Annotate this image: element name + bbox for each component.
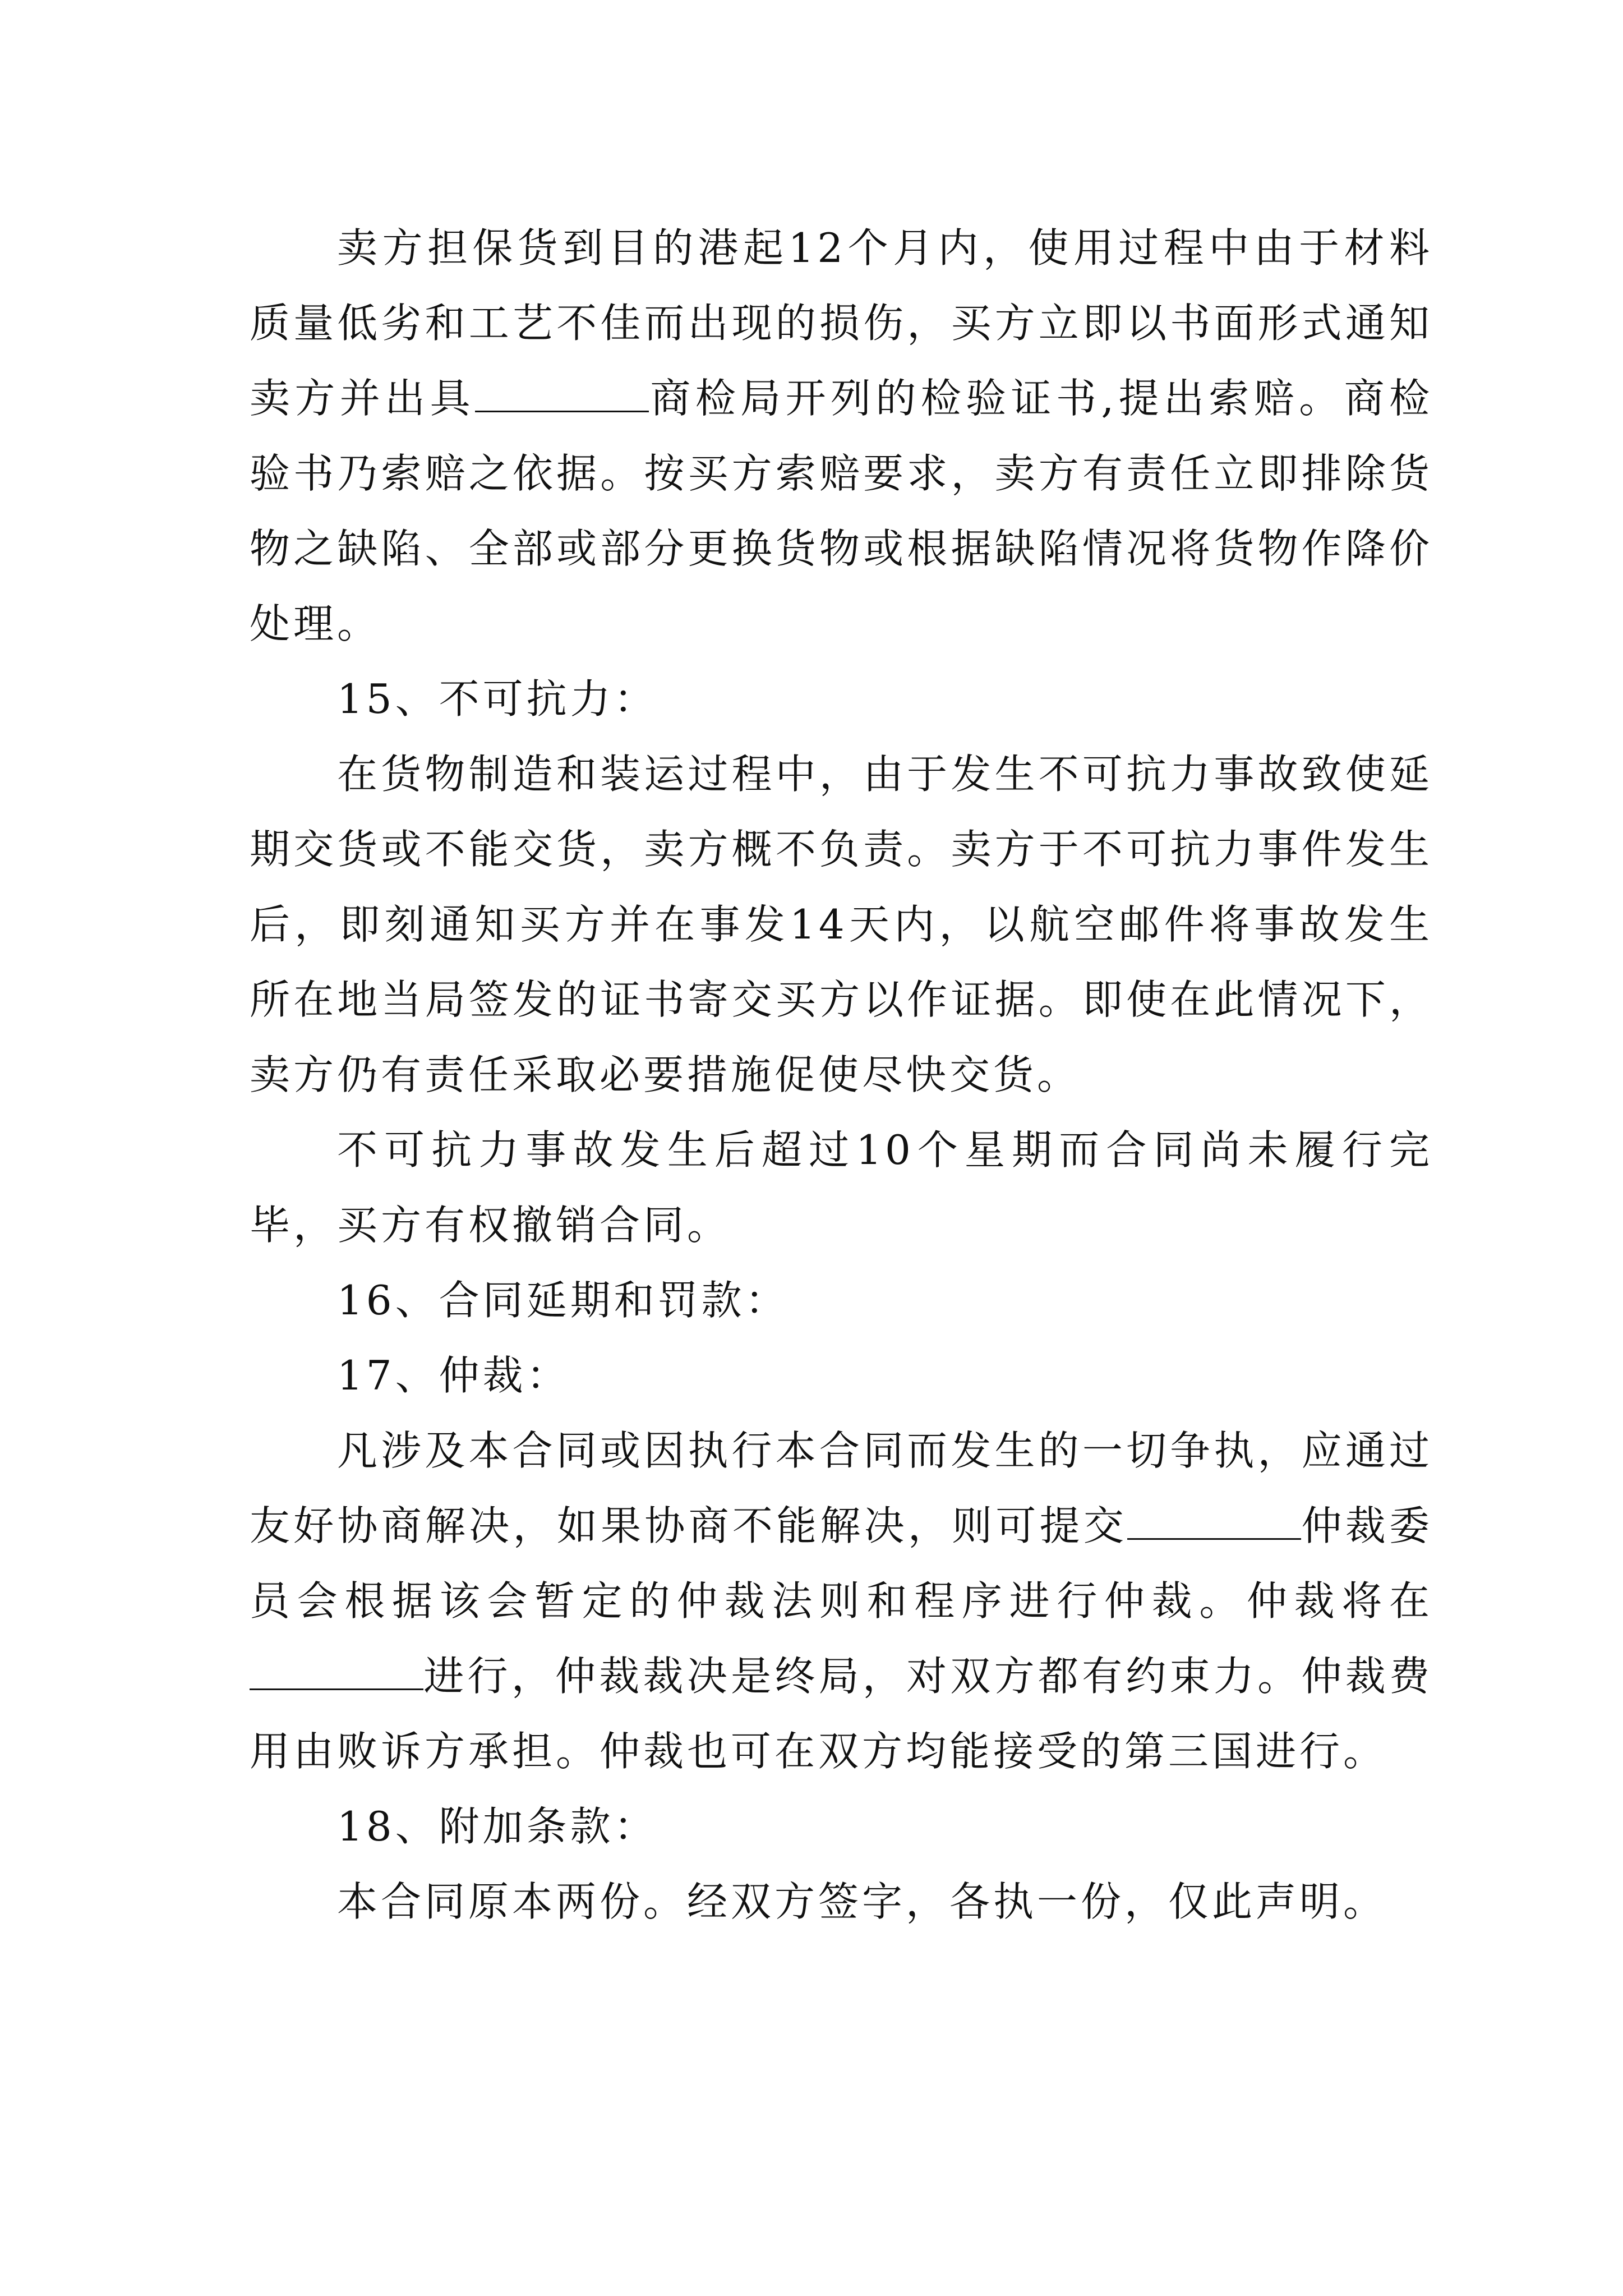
- clause-16-heading: 16、合同延期和罚款：: [337, 1277, 789, 1324]
- warranty-text-part-1: 卖方担保货到目的港起12个月内，使用过程中由于材料质量低劣和工艺不佳而出现的损伤，买方立即以书面形式通知卖方并出具: [250, 224, 1433, 422]
- force-majeure-paragraph: 在货物制造和装运过程中，由于发生不可抗力事故致使延期交货或不能交货，卖方概不负责。卖方于不可抗力事件发生后，即刻通知买方并在事发14天内，以航空邮件将事故发生所在地当局签发的证书寄交买方以作证据。即使在此情况下，卖方仍有责任采取必要措施促使尽快交货。: [250, 751, 1433, 1098]
- contract-cancellation-paragraph: 不可抗力事故发生后超过10个星期而合同尚未履行完毕，买方有权撤销合同。: [250, 1126, 1433, 1249]
- closing-statement: 本合同原本两份。经双方签字，各执一份，仅此声明。: [337, 1878, 1387, 1925]
- document-body: [250, 210, 1433, 1939]
- clause-15-heading: 15、不可抗力：: [337, 675, 658, 723]
- clause-17-heading: 17、仲裁：: [337, 1352, 570, 1399]
- warranty-paragraph: [250, 210, 1433, 661]
- arbitration-text-part-3: 进行，仲裁裁决是终局，对双方都有约束力。仲裁费用由败诉方承担。仲裁也可在双方均能接受的第三国进行。: [250, 1653, 1433, 1775]
- inspection-bureau-blank: [475, 376, 649, 412]
- arbitration-paragraph: [250, 1413, 1433, 1789]
- arbitration-text-part-2: 仲裁委员会根据该会暂定的仲裁法则和程序进行仲裁。仲裁将在: [250, 1502, 1433, 1625]
- clause-18-heading: 18、附加条款：: [337, 1803, 658, 1850]
- warranty-text-part-2: 商检局开列的检验证书,提出索赔。商检验书乃索赔之依据。按买方索赔要求，卖方有责任立即排除货物之缺陷、全部或部分更换货物或根据缺陷情况将货物作降价处理。: [250, 375, 1433, 647]
- arbitration-location-blank: [250, 1654, 423, 1690]
- arbitration-text-part-1: 凡涉及本合同或因执行本合同而发生的一切争执，应通过友好协商解决，如果协商不能解决，则可提交: [250, 1427, 1433, 1549]
- arbitration-commission-blank: [1127, 1503, 1301, 1540]
